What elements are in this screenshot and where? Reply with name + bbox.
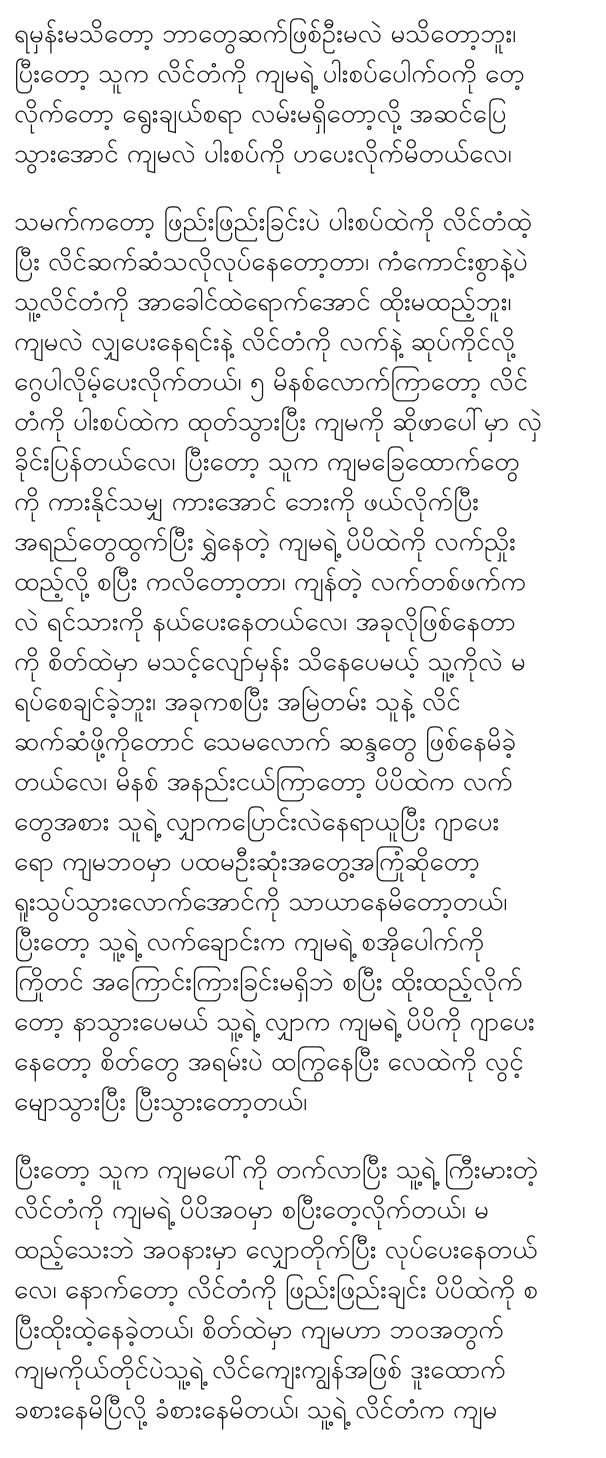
- text-line: ထည့်လို့ စပြီး ကလိတော့တာ၊ ကျန်တဲ့ လက်တစ်ဖက်က: [14, 567, 527, 597]
- text-line: ကျမကိုယ်တိုင်ပဲသူ့ရဲ့ လိင်ကျေးကျွန်အဖြစ် ဒူးထောက်: [14, 1355, 506, 1385]
- text-line: ထည့်သေးဘဲ အဝနားမှာ လျှောတိုက်ပြီး လုပ်ပေးနေတယ်: [14, 1235, 538, 1265]
- text-line: တယ်လေ၊ မိနစ် အနည်းငယ်ကြာတော့ ပိပိထဲက လက်: [14, 767, 513, 797]
- text-line: တံကို ပါးစပ်ထဲက ထုတ်သွားပြီး ကျမကို ဆိုဖာပေါ်မှာ လှဲ: [14, 407, 542, 437]
- text-line: ရော ကျမဘဝမှာ ပထမဦးဆုံးအတွေ့အကြုံဆိုတော့: [14, 847, 480, 877]
- text-line: လိုက်တော့ ရွေးချယ်စရာ လမ်းမရှိတော့လို့ အဆင်ပြေ: [14, 99, 507, 129]
- text-line: [14, 0, 592, 14]
- text-line: ရမှန်းမသိတော့ ဘာတွေဆက်ဖြစ်ဦးမလဲ မသိတော့ဘူး၊: [14, 19, 517, 49]
- text-line: ကျမလဲ လျှပေးနေရင်းနဲ့ လိင်တံကို လက်နဲ့ ဆုပ်ကိုင်လို့: [14, 327, 515, 357]
- text-line: သမက်ကတော့ ဖြည်းဖြည်းခြင်းပဲ ပါးစပ်ထဲကို လိင်တံထဲ့: [14, 207, 532, 237]
- text-line: သူ့လိင်တံကို အာခေါင်ထဲရောက်အောင် ထိုးမထည့်ဘူး၊: [14, 287, 512, 317]
- text-line: သွားအောင် ကျမလဲ ပါးစပ်ကို ဟပေးလိုက်မိတယ်လေ၊: [14, 139, 512, 169]
- text-line: မျောသွားပြီး ပြီးသွားတော့တယ်၊: [14, 1087, 308, 1117]
- text-line: လိင်တံကို ကျမရဲ့ ပိပိအဝမှာ စပြီးတေ့လိုက်တယ်၊ မ: [14, 1195, 489, 1225]
- paragraph-2: [14, 202, 592, 1122]
- text-line: ပြီးတော့ သူ့ရဲ့ လက်ချောင်းက ကျမရဲ့ စအိုပေါက်ကို: [14, 927, 485, 957]
- text-line: ကို စိတ်ထဲမှာ မသင့်လျော်မှန်း သိနေပေမယ့် သူ့ကိုလဲ မ: [14, 647, 526, 677]
- text-line: ရပ်စေချင်ခဲ့ဘူး၊ အခုကစပြီး အမြဲတမ်း သူနဲ့ လိင်: [14, 687, 461, 717]
- text-line: ပြီး လိင်ဆက်ဆံသလိုလုပ်နေတော့တာ၊ ကံကောင်းစွာနဲ့ပဲ: [14, 247, 528, 277]
- text-line: ပြီးတော့ သူက လိင်တံကို ကျမရဲ့ ပါးစပ်ပေါက်ဝကို တေ့: [14, 59, 525, 89]
- text-line: ပြီးတော့ သူက ကျမပေါ်ကို တက်လာပြီး သူ့ရဲ့ ကြီးမားတဲ့: [14, 1155, 538, 1185]
- text-line: ကို ကားနိုင်သမျှ ကားအောင် ဘေးကို ဖယ်လိုက်ပြီး: [14, 487, 479, 517]
- text-line: ခစားနေမိပြီလို့ ခံစားနေမိတယ်၊ သူ့ရဲ့ လိင်တံက ကျမ: [14, 1395, 498, 1425]
- text-line: ကြိုတင် အကြောင်းကြားခြင်းမရှိဘဲ စပြီး ထိုးထည့်လိုက်: [14, 967, 523, 997]
- text-line: ဂွေပါလိုမ့်ပေးလိုက်တယ်၊ ၅ မိနစ်လောက်ကြာတော့ လိင်: [14, 367, 528, 397]
- paragraph-3: [14, 1150, 592, 1430]
- paragraph-1: [14, 0, 592, 174]
- text-line: ရူးသွပ်သွားလောက်အောင်ကို သာယာနေမိတော့တယ်၊: [14, 887, 508, 917]
- text-line: လေ၊ နောက်တော့ လိင်တံကို ဖြည်းဖြည်းချင်း ပိပိထဲကို စ: [14, 1275, 538, 1305]
- text-line: ပြီးထိုးထဲ့နေခဲ့တယ်၊ စိတ်ထဲမှာ ကျမဟာ ဘဝအတွက်: [14, 1315, 504, 1345]
- text-line: အရည်တွေထွက်ပြီး ရွှဲနေတဲ့ ကျမရဲ့ ပိပိထဲကို လက်ညှိုး: [14, 527, 516, 557]
- text-line: ခိုင်းပြန်တယ်လေ၊ ပြီးတော့ သူက ကျမခြေထောက်တွေ: [14, 447, 520, 477]
- text-line: နေတော့ စိတ်တွေ အရမ်းပဲ ထကြွနေပြီး လေထဲကို လွင့်: [14, 1047, 524, 1077]
- text-line: လဲ ရင်သားကို နယ်ပေးနေတယ်လေ၊ အခုလိုဖြစ်နေတာ: [14, 607, 516, 637]
- text-line: ဆက်ဆံဖို့ကိုတောင် သေမလောက် ဆန္ဒတွေ ဖြစ်နေမိခဲ့: [14, 727, 516, 757]
- text-line: တော့ နာသွားပေမယ် သူ့ရဲ့ လျှာက ကျမရဲ့ ပိပိကို ဂျာပေး: [14, 1007, 535, 1037]
- text-line: တွေအစား သူရဲ့ လျှာကပြောင်းလဲနေရာယူပြီး ဂျာပေး: [14, 807, 500, 837]
